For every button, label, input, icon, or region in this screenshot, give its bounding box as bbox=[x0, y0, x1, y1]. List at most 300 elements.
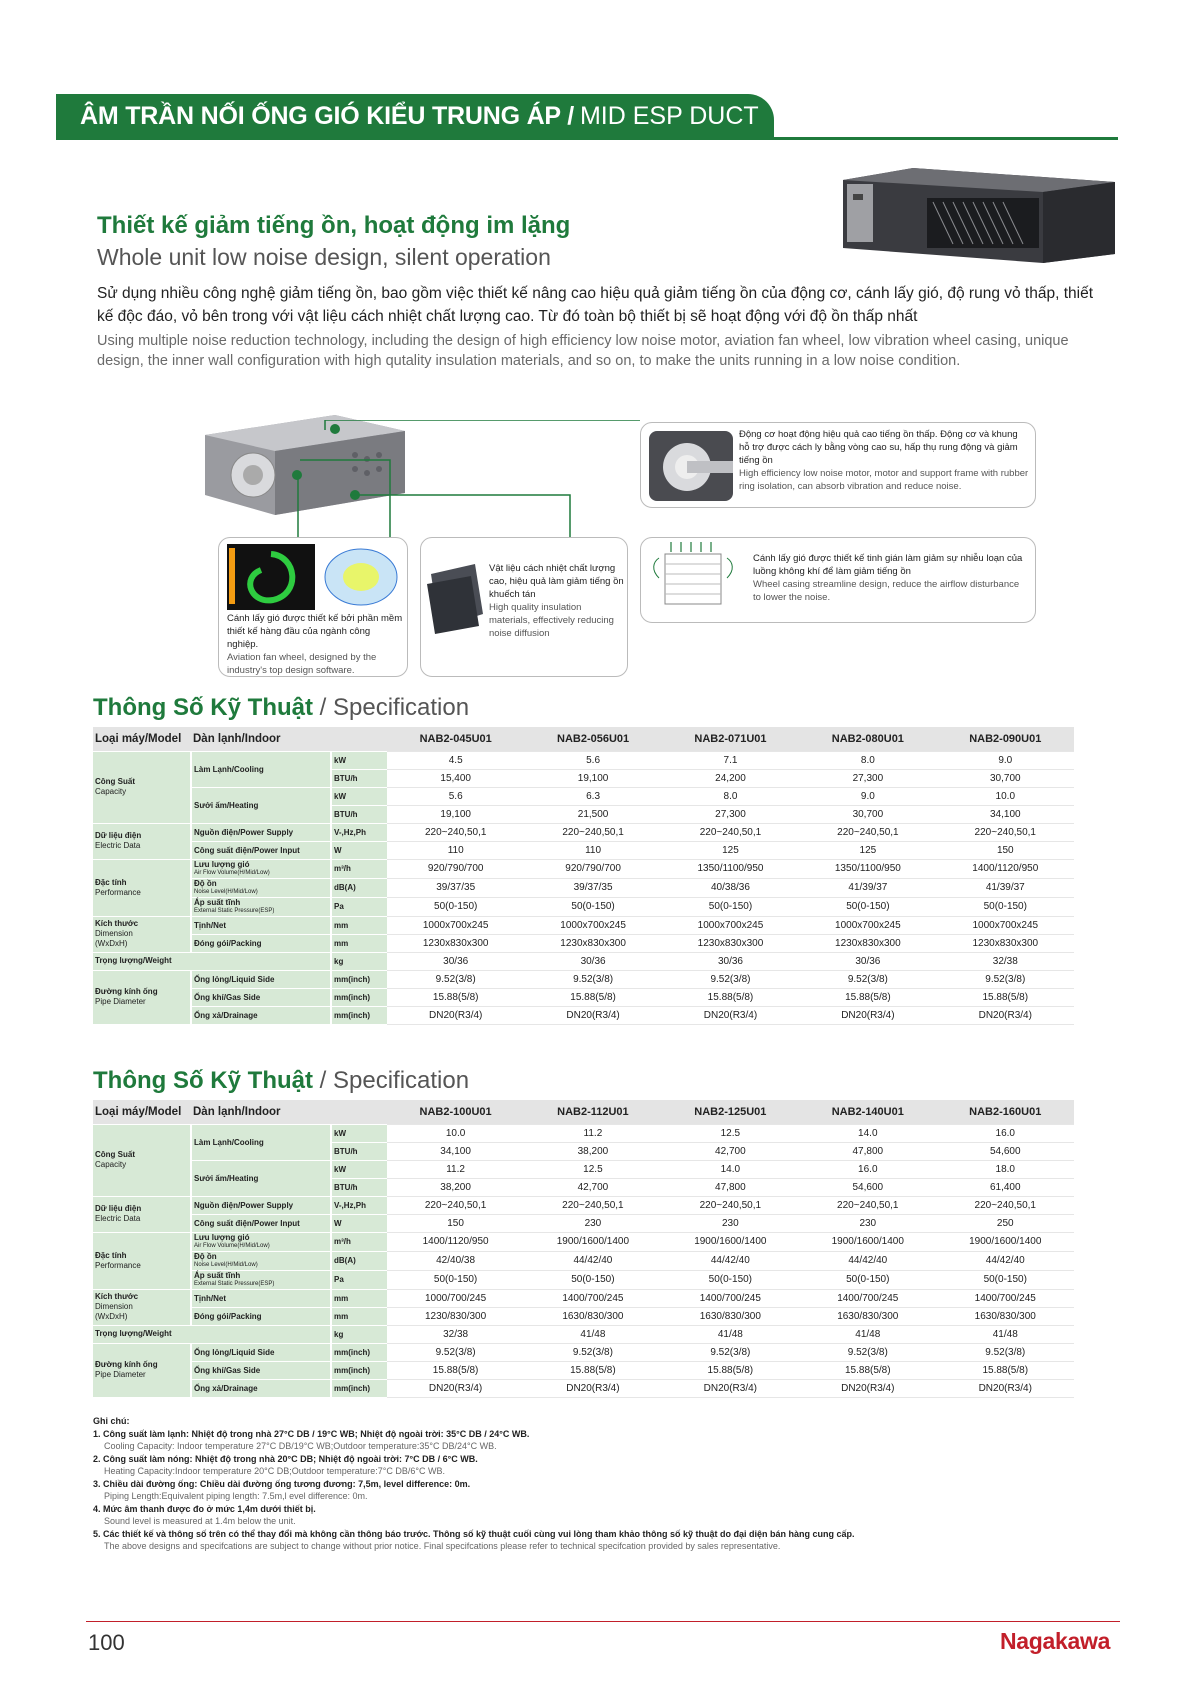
value-power_input: 110 bbox=[387, 841, 524, 859]
unit-dim_pack: mm bbox=[331, 1307, 387, 1325]
insulation-text-vi: Vật liệu cách nhiệt chất lượng cao, hiệu quả làm giảm tiếng ồn khuếch tán bbox=[489, 563, 624, 600]
spec-row-dim_net bbox=[93, 916, 1074, 934]
value-heat_btu: 21,500 bbox=[524, 805, 661, 823]
value-dim_net: 1000/700/245 bbox=[387, 1289, 524, 1307]
label-power_supply bbox=[191, 1196, 331, 1214]
spec-row-noise bbox=[93, 878, 1074, 897]
value-dim_pack: 1230x830x300 bbox=[937, 934, 1074, 952]
value-cool_btu: 27,300 bbox=[799, 769, 936, 787]
category-text: Công Suất bbox=[95, 777, 135, 786]
label-cooling bbox=[191, 751, 331, 787]
value-esp: 50(0-150) bbox=[387, 1270, 524, 1289]
value-power_supply: 220~240,50,1 bbox=[799, 1196, 936, 1214]
value-cool_kw: 7.1 bbox=[662, 751, 799, 769]
value-power_supply: 220~240,50,1 bbox=[524, 1196, 661, 1214]
category-text: Đặc tính bbox=[95, 877, 127, 887]
value-cool_btu: 30,700 bbox=[937, 769, 1074, 787]
spec-title-2: Thông Số Kỹ Thuật / Specification bbox=[93, 1067, 470, 1094]
model-label: Loại máy/Model bbox=[93, 1100, 191, 1124]
value-noise: 39/37/35 bbox=[524, 878, 661, 897]
spec-row-drain bbox=[93, 1379, 1074, 1397]
value-dim_net: 1000x700x245 bbox=[524, 916, 661, 934]
fan-text-vi: Cánh lấy gió được thiết kế bởi phần mềm thiết kế hàng đầu của ngành công nghiệp. bbox=[227, 613, 403, 650]
value-cool_kw: 4.5 bbox=[387, 751, 524, 769]
model-label: Loại máy/Model bbox=[93, 727, 191, 751]
label-power_supply bbox=[191, 823, 331, 841]
value-power_input: 150 bbox=[387, 1214, 524, 1232]
label-airflow bbox=[191, 859, 331, 878]
intro-paragraph-en: Using multiple noise reduction technology, including the design of high efficiency low noise motor, aviation fan wheel, low vibration wheel casing, unique design, the inner wall configuration with high qutality insulation materials, and so on, to make the units running in a low noise condition. bbox=[97, 333, 1069, 369]
page-number: 100 bbox=[88, 1630, 125, 1655]
unit-heat_kw: kW bbox=[331, 787, 387, 805]
label-text: Ống khí/Gas Side bbox=[194, 1365, 261, 1375]
value-heat_btu: 61,400 bbox=[937, 1178, 1075, 1196]
value-dim_pack: 1230x830x300 bbox=[799, 934, 936, 952]
label-packing bbox=[191, 934, 331, 952]
category-text: Kích thước bbox=[95, 1292, 139, 1301]
category-capacity_vi bbox=[93, 751, 191, 823]
note-en: Cooling Capacity: Indoor temperature 27°C DB/19°C WB;Outdoor temperature:35°C DB/24°C WB. bbox=[104, 1441, 497, 1451]
category-text: Dữ liệu điện bbox=[95, 1204, 142, 1213]
value-esp: 50(0-150) bbox=[524, 1270, 661, 1289]
label-text: Làm Lạnh/Cooling bbox=[194, 1137, 264, 1147]
label-net bbox=[191, 916, 331, 934]
value-cool_btu: 24,200 bbox=[662, 769, 799, 787]
label-sub: External Static Pressure(ESP) bbox=[194, 907, 275, 914]
model-name: NAB2-112U01 bbox=[524, 1100, 661, 1124]
value-gas: 15.88(5/8) bbox=[799, 1361, 936, 1379]
section-banner bbox=[56, 94, 774, 139]
fan-text-en: Aviation fan wheel, designed by the industry's top design software. bbox=[227, 652, 377, 676]
note-vi: 5. Các thiết kế và thông số trên có thể thay đổi mà không cần thông báo trước. Thông số kỹ thuật cuối cùng vui lòng tham khảo thông số kỹ thuật do đại diện bán hàng cung cấp. bbox=[93, 1528, 855, 1539]
value-power_supply: 220~240,50,1 bbox=[937, 1196, 1075, 1214]
value-liquid: 9.52(3/8) bbox=[937, 1343, 1075, 1361]
spec-row-cool_kw bbox=[93, 751, 1074, 769]
value-drain: DN20(R3/4) bbox=[662, 1006, 799, 1024]
value-cool_kw: 9.0 bbox=[937, 751, 1074, 769]
value-power_input: 230 bbox=[662, 1214, 799, 1232]
value-airflow: 1900/1600/1400 bbox=[524, 1232, 661, 1251]
indoor-label: Dàn lạnh/Indoor bbox=[191, 727, 387, 751]
unit-power_input: W bbox=[331, 1214, 387, 1232]
label-power_input bbox=[191, 1214, 331, 1232]
value-gas: 15.88(5/8) bbox=[937, 988, 1074, 1006]
unit-noise: dB(A) bbox=[331, 878, 387, 897]
duct-unit-product-image bbox=[843, 168, 1115, 263]
value-gas: 15.88(5/8) bbox=[937, 1361, 1075, 1379]
model-name: NAB2-100U01 bbox=[387, 1100, 524, 1124]
value-noise: 44/42/40 bbox=[524, 1251, 661, 1270]
unit-cool_kw: kW bbox=[331, 751, 387, 769]
value-airflow: 920/790/700 bbox=[524, 859, 661, 878]
value-power_input: 230 bbox=[799, 1214, 936, 1232]
value-weight: 32/38 bbox=[937, 952, 1074, 970]
value-heat_kw: 8.0 bbox=[662, 787, 799, 805]
value-dim_net: 1400/700/245 bbox=[524, 1289, 661, 1307]
value-liquid: 9.52(3/8) bbox=[524, 1343, 661, 1361]
value-dim_net: 1000x700x245 bbox=[387, 916, 524, 934]
category-text: Trọng lượng/Weight bbox=[95, 1329, 172, 1338]
intro-paragraph-vi: Sử dụng nhiều công nghệ giảm tiếng ồn, bao gồm việc thiết kế nâng cao hiệu quả giảm tiếng ồn của động cơ, cánh lấy gió, độ rung vỏ thấp, thiết kế độc đáo, vỏ bên trong với vật liệu cách nhiệt chất lượng cao. Từ đó toàn bộ thiết bị sẽ hoạt động với độ ồn thấp nhất bbox=[97, 285, 1094, 325]
value-cool_kw: 11.2 bbox=[524, 1124, 661, 1142]
note-vi: 3. Chiều dài đường ống: Chiều dài đường ống tương đương: 7,5m, level difference: 0m. bbox=[93, 1478, 471, 1489]
value-power_supply: 220~240,50,1 bbox=[662, 823, 799, 841]
spec-row-liquid bbox=[93, 970, 1074, 988]
label-liquid bbox=[191, 1343, 331, 1361]
value-drain: DN20(R3/4) bbox=[937, 1379, 1075, 1397]
category-weight bbox=[93, 952, 331, 970]
motor-text-vi: Động cơ hoạt động hiệu quả cao tiếng ồn thấp. Động cơ và khung hỗ trợ được cách ly bằng vòng cao su, hấp thụ rung động và giảm tiếng ồn bbox=[739, 429, 1018, 466]
value-dim_pack: 1230x830x300 bbox=[524, 934, 661, 952]
value-heat_btu: 38,200 bbox=[387, 1178, 524, 1196]
value-liquid: 9.52(3/8) bbox=[937, 970, 1074, 988]
value-liquid: 9.52(3/8) bbox=[662, 970, 799, 988]
category-text: Công Suất bbox=[95, 1150, 135, 1159]
label-text: Lưu lượng gió bbox=[194, 859, 250, 869]
value-liquid: 9.52(3/8) bbox=[387, 1343, 524, 1361]
unit-liquid: mm(inch) bbox=[331, 970, 387, 988]
category-dim_vi bbox=[93, 1289, 191, 1325]
value-noise: 39/37/35 bbox=[387, 878, 524, 897]
value-heat_btu: 27,300 bbox=[662, 805, 799, 823]
value-noise: 44/42/40 bbox=[937, 1251, 1075, 1270]
label-text: Ống lỏng/Liquid Side bbox=[194, 974, 275, 984]
label-text: Công suất điện/Power Input bbox=[194, 1218, 300, 1228]
category-sub: Capacity bbox=[95, 787, 127, 796]
category-text: Dữ liệu điện bbox=[95, 831, 142, 840]
casing-text-en: Wheel casing streamline design, reduce the airflow disturbance to lower the noise. bbox=[753, 579, 1020, 603]
spec-row-drain bbox=[93, 1006, 1074, 1024]
value-gas: 15.88(5/8) bbox=[799, 988, 936, 1006]
spec-row-liquid bbox=[93, 1343, 1074, 1361]
model-name: NAB2-080U01 bbox=[799, 727, 936, 751]
value-airflow: 1350/1100/950 bbox=[662, 859, 799, 878]
note-en: Sound level is measured at 1.4m below the unit. bbox=[104, 1516, 296, 1526]
value-cool_kw: 5.6 bbox=[524, 751, 661, 769]
value-drain: DN20(R3/4) bbox=[387, 1379, 524, 1397]
label-text: Sưởi ấm/Heating bbox=[194, 800, 259, 810]
value-dim_pack: 1630/830/300 bbox=[524, 1307, 661, 1325]
footer-divider bbox=[86, 1621, 1120, 1622]
category-sub: Capacity bbox=[95, 1160, 127, 1169]
brand-logo: Nagakawa bbox=[1000, 1628, 1111, 1654]
label-text: Sưởi ấm/Heating bbox=[194, 1173, 259, 1183]
note-vi: 2. Công suất làm nóng: Nhiệt độ trong nhà 20°C DB; Nhiệt độ ngoài trời: 7°C DB / 6°C WB. bbox=[93, 1453, 478, 1464]
value-heat_kw: 16.0 bbox=[799, 1160, 936, 1178]
value-power_supply: 220~240,50,1 bbox=[799, 823, 936, 841]
spec-row-weight bbox=[93, 952, 1074, 970]
value-cool_kw: 16.0 bbox=[937, 1124, 1075, 1142]
value-gas: 15.88(5/8) bbox=[662, 988, 799, 1006]
value-cool_btu: 34,100 bbox=[387, 1142, 524, 1160]
category-weight bbox=[93, 1325, 331, 1343]
value-liquid: 9.52(3/8) bbox=[524, 970, 661, 988]
unit-drain: mm(inch) bbox=[331, 1379, 387, 1397]
value-cool_btu: 19,100 bbox=[524, 769, 661, 787]
value-esp: 50(0-150) bbox=[799, 1270, 936, 1289]
spec-row-gas bbox=[93, 1361, 1074, 1379]
value-weight: 30/36 bbox=[387, 952, 524, 970]
unit-dim_pack: mm bbox=[331, 934, 387, 952]
spec-table-1 bbox=[93, 727, 1074, 1025]
value-heat_btu: 42,700 bbox=[524, 1178, 661, 1196]
value-dim_net: 1400/700/245 bbox=[799, 1289, 936, 1307]
value-esp: 50(0-150) bbox=[662, 1270, 799, 1289]
notes-list bbox=[93, 1428, 1043, 1553]
value-airflow: 1400/1120/950 bbox=[387, 1232, 524, 1251]
value-dim_pack: 1230/830/300 bbox=[387, 1307, 524, 1325]
spec-row-power_input bbox=[93, 841, 1074, 859]
indoor-label: Dàn lạnh/Indoor bbox=[191, 1100, 387, 1124]
value-heat_kw: 5.6 bbox=[387, 787, 524, 805]
banner-underline bbox=[56, 137, 1118, 140]
value-drain: DN20(R3/4) bbox=[662, 1379, 799, 1397]
label-sub: Noise Level(H/Mid/Low) bbox=[194, 888, 258, 895]
category-pipe_vi bbox=[93, 1343, 191, 1397]
label-text: Áp suất tĩnh bbox=[194, 897, 241, 907]
label-esp bbox=[191, 1270, 331, 1289]
spec-row-esp bbox=[93, 897, 1074, 916]
value-cool_btu: 47,800 bbox=[799, 1142, 936, 1160]
model-name: NAB2-160U01 bbox=[937, 1100, 1075, 1124]
feature-casing-box bbox=[640, 537, 1036, 623]
unit-cool_btu: BTU/h bbox=[331, 769, 387, 787]
spec-row-dim_net bbox=[93, 1289, 1074, 1307]
value-dim_pack: 1630/830/300 bbox=[937, 1307, 1075, 1325]
value-weight: 30/36 bbox=[662, 952, 799, 970]
value-weight: 30/36 bbox=[524, 952, 661, 970]
motor-image bbox=[649, 431, 733, 501]
value-weight: 41/48 bbox=[937, 1325, 1075, 1343]
category-perf_vi bbox=[93, 859, 191, 916]
model-name: NAB2-125U01 bbox=[662, 1100, 799, 1124]
model-name: NAB2-090U01 bbox=[937, 727, 1074, 751]
note-en: Piping Length:Equivalent piping length: 7.5m,l evel difference: 0m. bbox=[104, 1491, 368, 1501]
spec-row-heat_kw bbox=[93, 787, 1074, 805]
label-text: Tịnh/Net bbox=[194, 1293, 226, 1303]
spec-row-heat_kw bbox=[93, 1160, 1074, 1178]
value-drain: DN20(R3/4) bbox=[387, 1006, 524, 1024]
feature-insulation-box bbox=[420, 537, 628, 677]
value-dim_net: 1000x700x245 bbox=[662, 916, 799, 934]
category-text: Đặc tính bbox=[95, 1250, 127, 1260]
label-cooling bbox=[191, 1124, 331, 1160]
unit-dim_net: mm bbox=[331, 1289, 387, 1307]
category-sub2: (WxDxH) bbox=[95, 939, 128, 948]
unit-dim_net: mm bbox=[331, 916, 387, 934]
value-airflow: 920/790/700 bbox=[387, 859, 524, 878]
label-sub: Air Flow Volume(H/Mid/Low) bbox=[194, 869, 270, 876]
spec-row-dim_pack bbox=[93, 1307, 1074, 1325]
value-power_input: 125 bbox=[662, 841, 799, 859]
value-cool_btu: 54,600 bbox=[937, 1142, 1075, 1160]
value-airflow: 1900/1600/1400 bbox=[799, 1232, 936, 1251]
value-power_supply: 220~240,50,1 bbox=[937, 823, 1074, 841]
label-text: Ống khí/Gas Side bbox=[194, 992, 261, 1002]
value-power_supply: 220~240,50,1 bbox=[387, 1196, 524, 1214]
unit-heat_btu: BTU/h bbox=[331, 1178, 387, 1196]
value-cool_kw: 8.0 bbox=[799, 751, 936, 769]
label-heating bbox=[191, 787, 331, 823]
category-sub: Electric Data bbox=[95, 1214, 141, 1223]
spec-row-power_input bbox=[93, 1214, 1074, 1232]
category-dim_vi bbox=[93, 916, 191, 952]
connector-lines bbox=[290, 420, 640, 540]
label-text: Nguồn điện/Power Supply bbox=[194, 827, 294, 837]
value-weight: 41/48 bbox=[524, 1325, 661, 1343]
spec-row-airflow bbox=[93, 859, 1074, 878]
unit-airflow: m³/h bbox=[331, 1232, 387, 1251]
intro-heading-vi: Thiết kế giảm tiếng ồn, hoạt động im lặng bbox=[97, 212, 571, 239]
value-drain: DN20(R3/4) bbox=[524, 1379, 661, 1397]
value-airflow: 1900/1600/1400 bbox=[662, 1232, 799, 1251]
value-dim_net: 1000x700x245 bbox=[799, 916, 936, 934]
notes-section bbox=[93, 1415, 1043, 1553]
value-noise: 44/42/40 bbox=[662, 1251, 799, 1270]
value-weight: 30/36 bbox=[799, 952, 936, 970]
value-liquid: 9.52(3/8) bbox=[387, 970, 524, 988]
value-heat_kw: 10.0 bbox=[937, 787, 1074, 805]
unit-liquid: mm(inch) bbox=[331, 1343, 387, 1361]
value-weight: 41/48 bbox=[662, 1325, 799, 1343]
value-heat_btu: 54,600 bbox=[799, 1178, 936, 1196]
note-en: The above designs and specifcations are subject to change without prior notice. Final specifcations please refer to technical specifcation provided by sales representative. bbox=[104, 1541, 781, 1551]
category-sub: Pipe Diameter bbox=[95, 997, 146, 1006]
intro-heading-en: Whole unit low noise design, silent operation bbox=[97, 244, 551, 270]
banner-title-vi: ÂM TRẦN NỐI ỐNG GIÓ KIỂU TRUNG ÁP / bbox=[80, 102, 574, 130]
value-cool_kw: 14.0 bbox=[799, 1124, 936, 1142]
value-power_supply: 220~240,50,1 bbox=[662, 1196, 799, 1214]
label-text: Ống xả/Drainage bbox=[194, 1010, 258, 1020]
value-esp: 50(0-150) bbox=[524, 897, 661, 916]
value-cool_btu: 38,200 bbox=[524, 1142, 661, 1160]
category-capacity_vi bbox=[93, 1124, 191, 1196]
label-noise bbox=[191, 878, 331, 897]
unit-cool_btu: BTU/h bbox=[331, 1142, 387, 1160]
note-vi: 4. Mức âm thanh được đo ở mức 1,4m dưới thiết bị. bbox=[93, 1503, 316, 1514]
unit-heat_btu: BTU/h bbox=[331, 805, 387, 823]
unit-esp: Pa bbox=[331, 1270, 387, 1289]
spec-row-noise bbox=[93, 1251, 1074, 1270]
value-gas: 15.88(5/8) bbox=[524, 988, 661, 1006]
label-text: Độ ồn bbox=[194, 878, 217, 888]
label-text: Nguồn điện/Power Supply bbox=[194, 1200, 294, 1210]
value-dim_net: 1400/700/245 bbox=[937, 1289, 1075, 1307]
category-text: Đường kính ống bbox=[95, 987, 158, 996]
unit-heat_kw: kW bbox=[331, 1160, 387, 1178]
spec-row-weight bbox=[93, 1325, 1074, 1343]
value-airflow: 1900/1600/1400 bbox=[937, 1232, 1075, 1251]
label-airflow bbox=[191, 1232, 331, 1251]
category-sub: Pipe Diameter bbox=[95, 1370, 146, 1379]
model-name: NAB2-045U01 bbox=[387, 727, 524, 751]
value-drain: DN20(R3/4) bbox=[937, 1006, 1074, 1024]
category-text: Đường kính ống bbox=[95, 1360, 158, 1369]
value-weight: 41/48 bbox=[799, 1325, 936, 1343]
label-text: Độ ồn bbox=[194, 1251, 217, 1261]
label-drain bbox=[191, 1006, 331, 1024]
label-text: Lưu lượng gió bbox=[194, 1232, 250, 1242]
unit-gas: mm(inch) bbox=[331, 988, 387, 1006]
value-power_input: 150 bbox=[937, 841, 1074, 859]
unit-airflow: m³/h bbox=[331, 859, 387, 878]
unit-gas: mm(inch) bbox=[331, 1361, 387, 1379]
insulation-text-en: High quality insulation materials, effectively reducing noise diffusion bbox=[489, 602, 614, 639]
category-sub2: (WxDxH) bbox=[95, 1312, 128, 1321]
label-text: Ống xả/Drainage bbox=[194, 1383, 258, 1393]
unit-noise: dB(A) bbox=[331, 1251, 387, 1270]
value-drain: DN20(R3/4) bbox=[799, 1379, 936, 1397]
category-perf_vi bbox=[93, 1232, 191, 1289]
fan-wheel-image bbox=[227, 544, 401, 610]
model-name: NAB2-071U01 bbox=[662, 727, 799, 751]
value-power_input: 250 bbox=[937, 1214, 1075, 1232]
label-packing bbox=[191, 1307, 331, 1325]
note-en: Heating Capacity:Indoor temperature 20°C DB;Outdoor temperature:7°C DB/6°C WB. bbox=[104, 1466, 445, 1476]
label-heating bbox=[191, 1160, 331, 1196]
feature-motor-box bbox=[640, 422, 1036, 508]
model-name: NAB2-140U01 bbox=[799, 1100, 936, 1124]
value-heat_btu: 47,800 bbox=[662, 1178, 799, 1196]
spec-row-dim_pack bbox=[93, 934, 1074, 952]
value-heat_kw: 14.0 bbox=[662, 1160, 799, 1178]
category-sub: Electric Data bbox=[95, 841, 141, 850]
value-noise: 42/40/38 bbox=[387, 1251, 524, 1270]
value-drain: DN20(R3/4) bbox=[524, 1006, 661, 1024]
value-gas: 15.88(5/8) bbox=[387, 988, 524, 1006]
value-airflow: 1400/1120/950 bbox=[937, 859, 1074, 878]
unit-esp: Pa bbox=[331, 897, 387, 916]
label-liquid bbox=[191, 970, 331, 988]
value-esp: 50(0-150) bbox=[937, 1270, 1075, 1289]
value-heat_btu: 30,700 bbox=[799, 805, 936, 823]
label-sub: Noise Level(H/Mid/Low) bbox=[194, 1261, 258, 1268]
label-text: Tịnh/Net bbox=[194, 920, 226, 930]
unit-power_supply: V-,Hz,Ph bbox=[331, 1196, 387, 1214]
banner-title-en: MID ESP DUCT bbox=[579, 102, 759, 130]
label-drain bbox=[191, 1379, 331, 1397]
value-esp: 50(0-150) bbox=[799, 897, 936, 916]
value-cool_kw: 10.0 bbox=[387, 1124, 524, 1142]
category-text: Kích thước bbox=[95, 919, 139, 928]
category-pipe_vi bbox=[93, 970, 191, 1024]
value-power_input: 125 bbox=[799, 841, 936, 859]
value-cool_btu: 15,400 bbox=[387, 769, 524, 787]
notes-title: Ghi chú: bbox=[93, 1416, 130, 1426]
unit-drain: mm(inch) bbox=[331, 1006, 387, 1024]
value-power_supply: 220~240,50,1 bbox=[387, 823, 524, 841]
value-noise: 40/38/36 bbox=[662, 878, 799, 897]
value-heat_kw: 9.0 bbox=[799, 787, 936, 805]
unit-cool_kw: kW bbox=[331, 1124, 387, 1142]
value-esp: 50(0-150) bbox=[937, 897, 1074, 916]
value-noise: 41/39/37 bbox=[937, 878, 1074, 897]
category-electric_vi bbox=[93, 1196, 191, 1232]
label-gas bbox=[191, 988, 331, 1006]
label-text: Đóng gói/Packing bbox=[194, 938, 262, 948]
value-power_supply: 220~240,50,1 bbox=[524, 823, 661, 841]
label-text: Công suất điện/Power Input bbox=[194, 845, 300, 855]
value-noise: 41/39/37 bbox=[799, 878, 936, 897]
value-dim_pack: 1630/830/300 bbox=[799, 1307, 936, 1325]
model-name: NAB2-056U01 bbox=[524, 727, 661, 751]
category-electric_vi bbox=[93, 823, 191, 859]
value-esp: 50(0-150) bbox=[387, 897, 524, 916]
category-sub: Dimension bbox=[95, 929, 133, 938]
value-power_input: 110 bbox=[524, 841, 661, 859]
label-text: Ống lỏng/Liquid Side bbox=[194, 1347, 275, 1357]
value-gas: 15.88(5/8) bbox=[662, 1361, 799, 1379]
